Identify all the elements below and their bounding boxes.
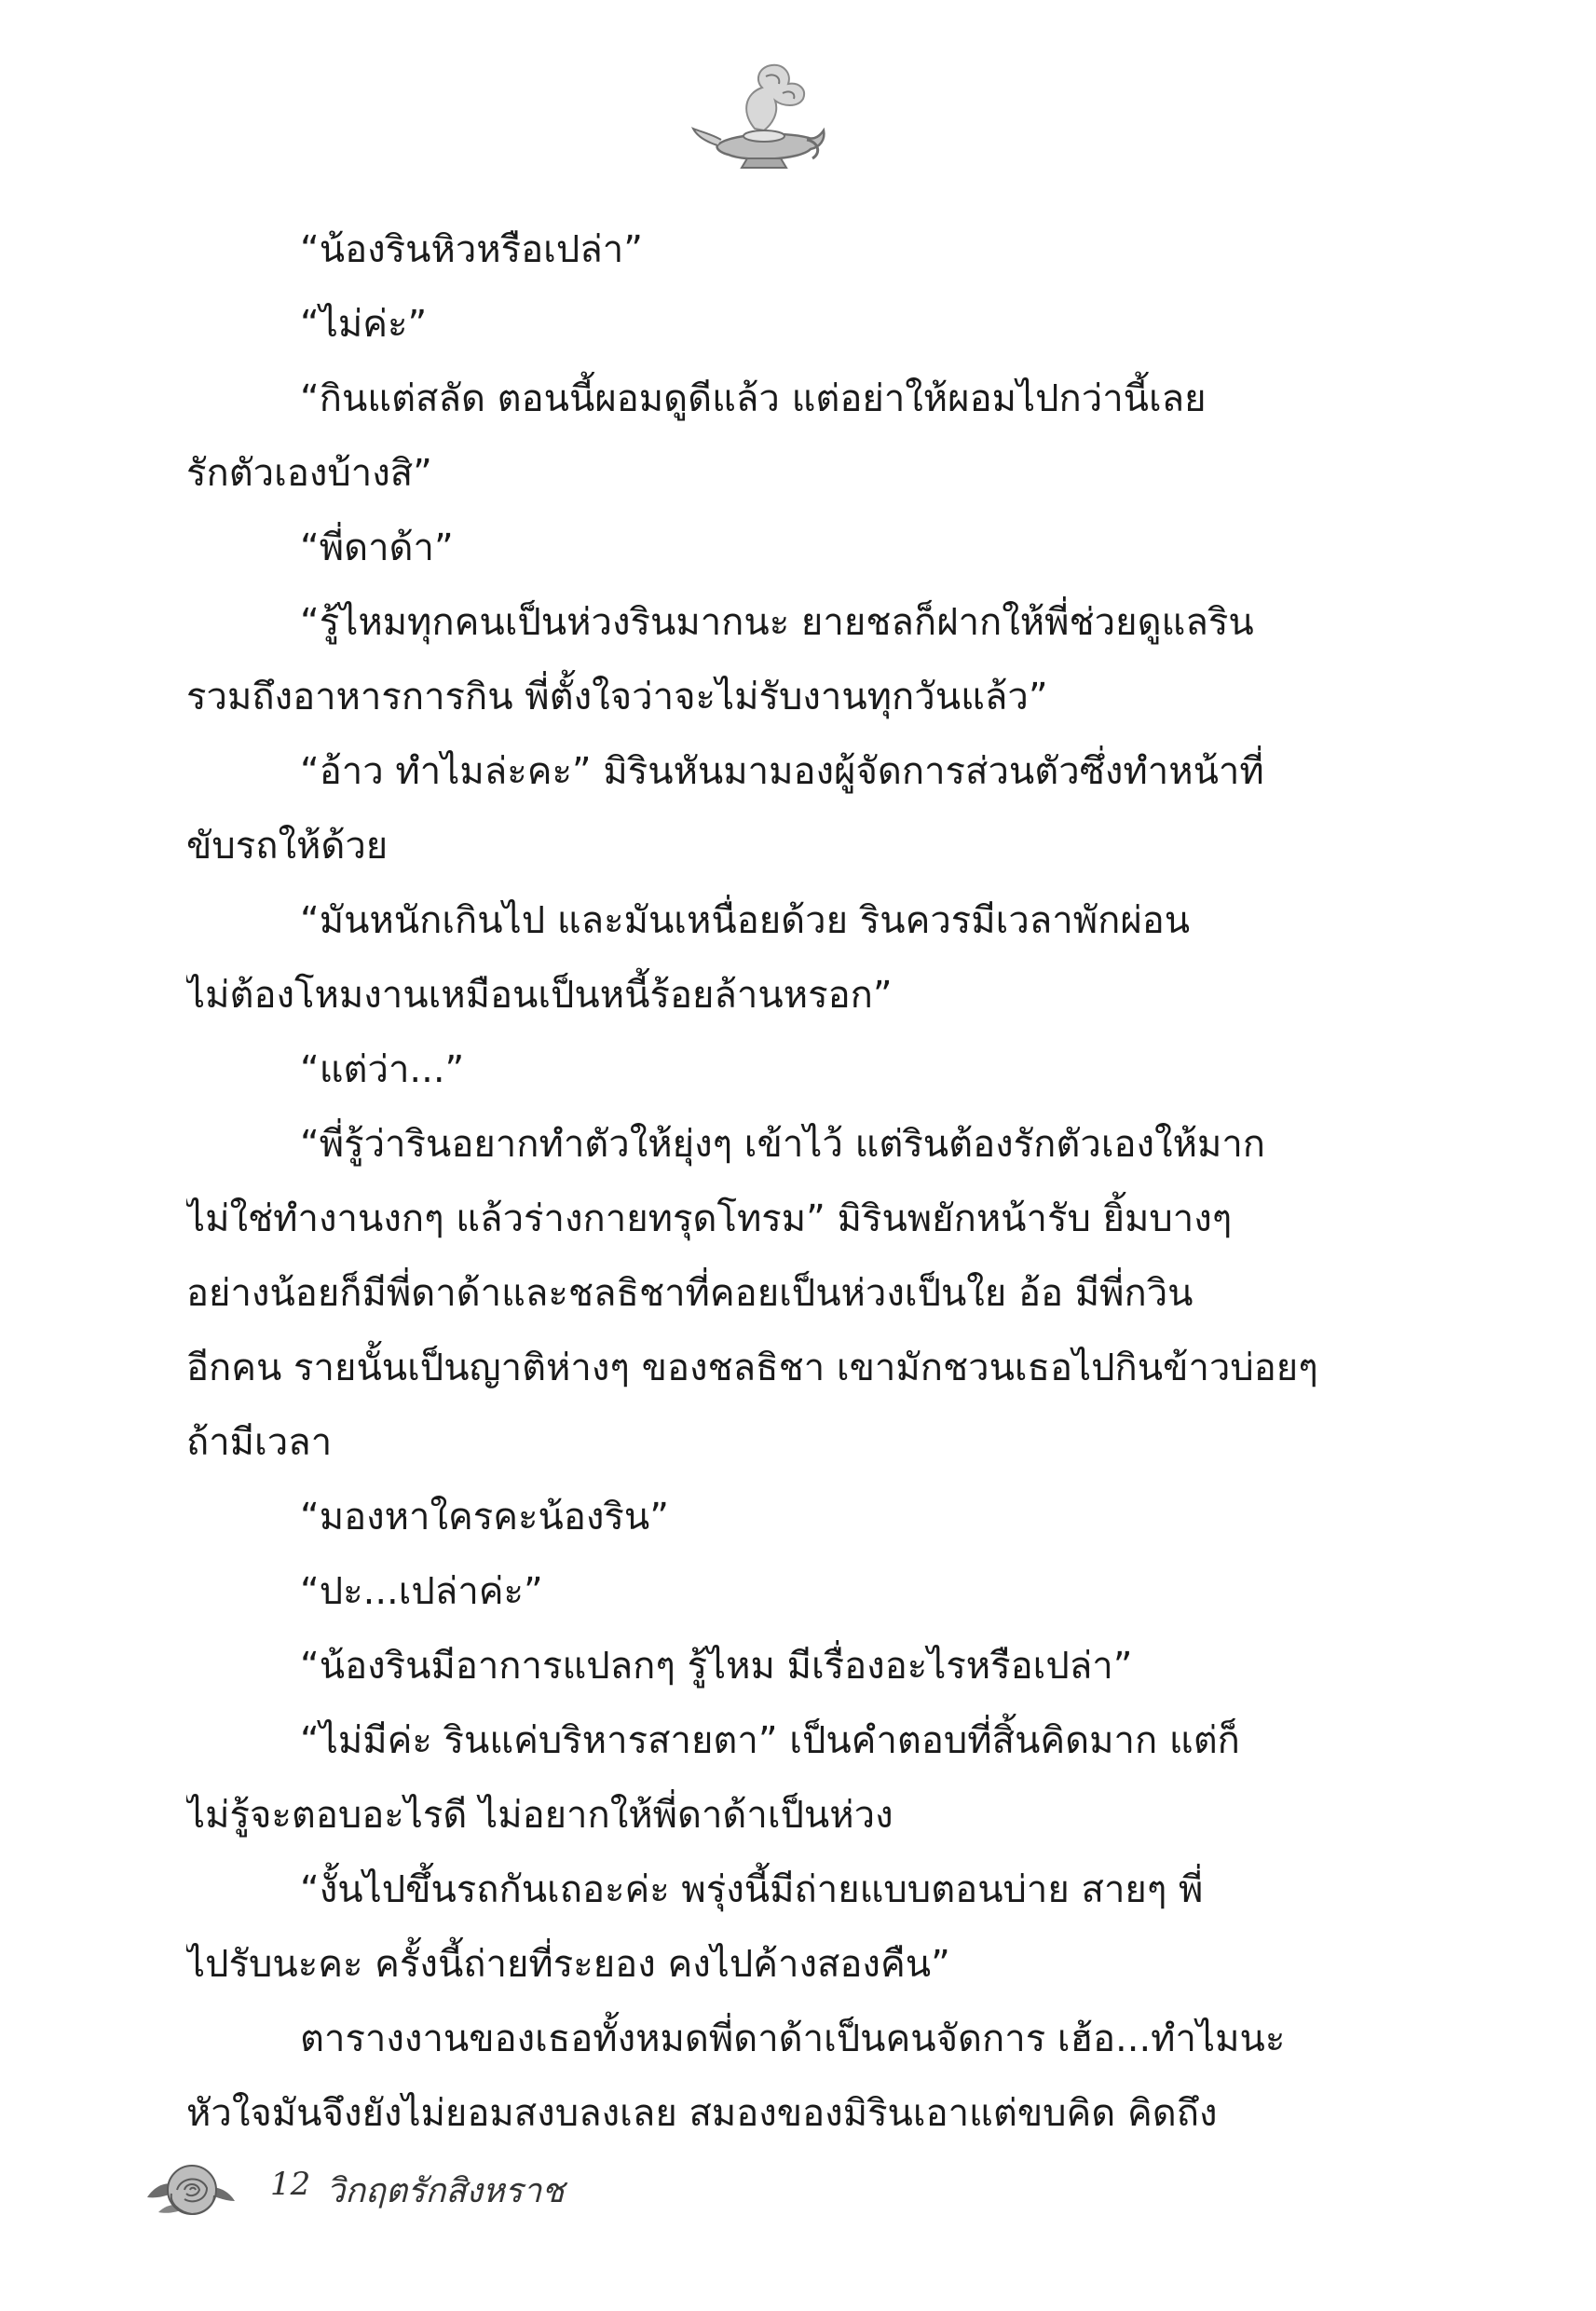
text-line: “ไม่มีค่ะ รินแค่บริหารสายตา” เป็นคำตอบที่สิ้นคิดมาก แต่ก็ — [300, 1719, 1240, 1762]
text-line: “ปะ...เปล่าค่ะ” — [300, 1570, 543, 1613]
body-text — [186, 212, 1332, 2151]
text-line: “พี่ดาด้า” — [300, 526, 454, 569]
page-number: 12 — [270, 2166, 311, 2203]
page-footer — [140, 2153, 885, 2227]
text-line: ตารางงานของเธอทั้งหมดพี่ดาด้าเป็นคนจัดการ เฮ้อ...ทำไมนะ — [300, 2017, 1286, 2060]
genie-lamp-icon — [689, 56, 829, 177]
text-line: “มันหนักเกินไป และมันเหนื่อยด้วย รินควรมีเวลาพักผ่อน — [300, 899, 1191, 942]
text-line: ไม่ใช่ทำงานงกๆ แล้วร่างกายทรุดโทรม” มิรินพยักหน้ารับ ยิ้มบางๆ — [186, 1197, 1233, 1240]
text-line: อีกคน รายนั้นเป็นญาติห่างๆ ของชลธิชา เขามักชวนเธอไปกินข้าวบ่อยๆ — [186, 1347, 1318, 1389]
text-line: หัวใจมันจึงยังไม่ยอมสงบลงเลย สมองของมิรินเอาแต่ขบคิด คิดถึง — [186, 2092, 1218, 2135]
text-line: “ไม่ค่ะ” — [300, 303, 428, 346]
text-line: “น้องรินหิวหรือเปล่า” — [300, 228, 643, 271]
text-line: “มองหาใครคะน้องริน” — [300, 1496, 669, 1538]
text-line: “อ้าว ทำไมล่ะคะ” มิรินหันมามองผู้จัดการส่วนตัวซึ่งทำหน้าที่ — [300, 750, 1264, 793]
text-line: รวมถึงอาหารการกิน พี่ตั้งใจว่าจะไม่รับงานทุกวันแล้ว” — [186, 676, 1048, 718]
text-line: อย่างน้อยก็มีพี่ดาด้าและชลธิชาที่คอยเป็นห่วงเป็นใย อ้อ มีพี่กวิน — [186, 1272, 1194, 1315]
text-line: รักตัวเองบ้างสิ” — [186, 452, 432, 495]
rose-icon — [140, 2153, 242, 2227]
text-line: “กินแต่สลัด ตอนนี้ผอมดูดีแล้ว แต่อย่าให้ผอมไปกว่านี้เลย — [300, 377, 1207, 420]
text-line: ถ้ามีเวลา — [186, 1421, 333, 1464]
text-line: “แต่ว่า...” — [300, 1048, 465, 1091]
text-line: “น้องรินมีอาการแปลกๆ รู้ไหม มีเรื่องอะไรหรือเปล่า” — [300, 1645, 1133, 1688]
text-line: ไม่รู้จะตอบอะไรดี ไม่อยากให้พี่ดาด้าเป็นห่วง — [186, 1794, 893, 1837]
text-line: ไปรับนะคะ ครั้งนี้ถ่ายที่ระยอง คงไปค้างสองคืน” — [186, 1943, 950, 1986]
text-line: “รู้ไหมทุกคนเป็นห่วงรินมากนะ ยายชลก็ฝากให้พี่ช่วยดูแลริน — [300, 601, 1254, 644]
text-line: “พี่รู้ว่ารินอยากทำตัวให้ยุ่งๆ เข้าไว้ แต่รินต้องรักตัวเองให้มาก — [300, 1123, 1265, 1166]
text-line: ไม่ต้องโหมงานเหมือนเป็นหนี้ร้อยล้านหรอก” — [186, 974, 893, 1017]
text-line: ขับรถให้ด้วย — [186, 825, 389, 868]
text-line: “งั้นไปขึ้นรถกันเถอะค่ะ พรุ่งนี้มีถ่ายแบบตอนบ่าย สายๆ พี่ — [300, 1868, 1204, 1911]
book-title: วิกฤตรักสิงหราช — [326, 2172, 565, 2210]
